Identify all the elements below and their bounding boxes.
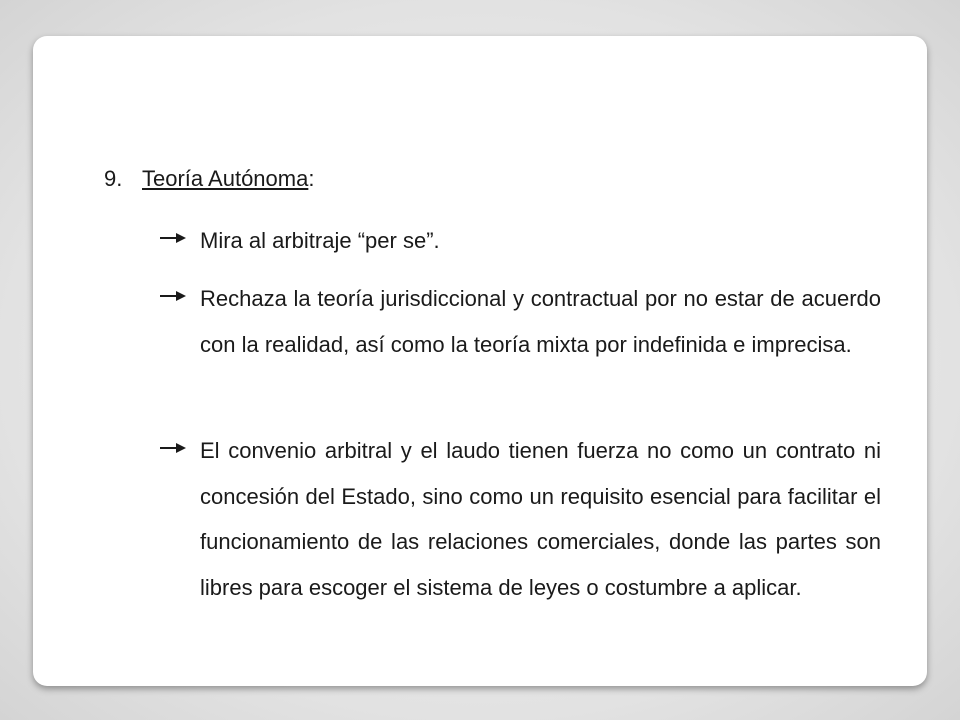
arrow-right-icon xyxy=(160,233,186,243)
bullet-text: El convenio arbitral y el laudo tienen fuerza no como un contrato ni concesión del Estado, sino como un requisito esencial para facilitar el funcionamiento de las relaciones comerciales, donde las partes son libres para escoger el sistema de leyes o costumbre a aplicar. xyxy=(200,438,881,600)
bullet-text: Rechaza la teoría jurisdiccional y contractual por no estar de acuerdo con la realidad, así como la teoría mixta por indefinida e imprecisa. xyxy=(200,286,881,357)
bullet-item xyxy=(160,218,881,264)
heading-number: 9. xyxy=(104,166,123,191)
bullet-item xyxy=(160,276,881,367)
section-heading xyxy=(104,163,314,195)
heading-colon: : xyxy=(308,166,315,191)
bullet-item xyxy=(160,428,881,610)
heading-title: Teoría Autónoma xyxy=(142,166,309,191)
arrow-right-icon xyxy=(160,443,186,453)
arrow-right-icon xyxy=(160,291,186,301)
bullet-text: Mira al arbitraje “per se”. xyxy=(200,228,440,253)
